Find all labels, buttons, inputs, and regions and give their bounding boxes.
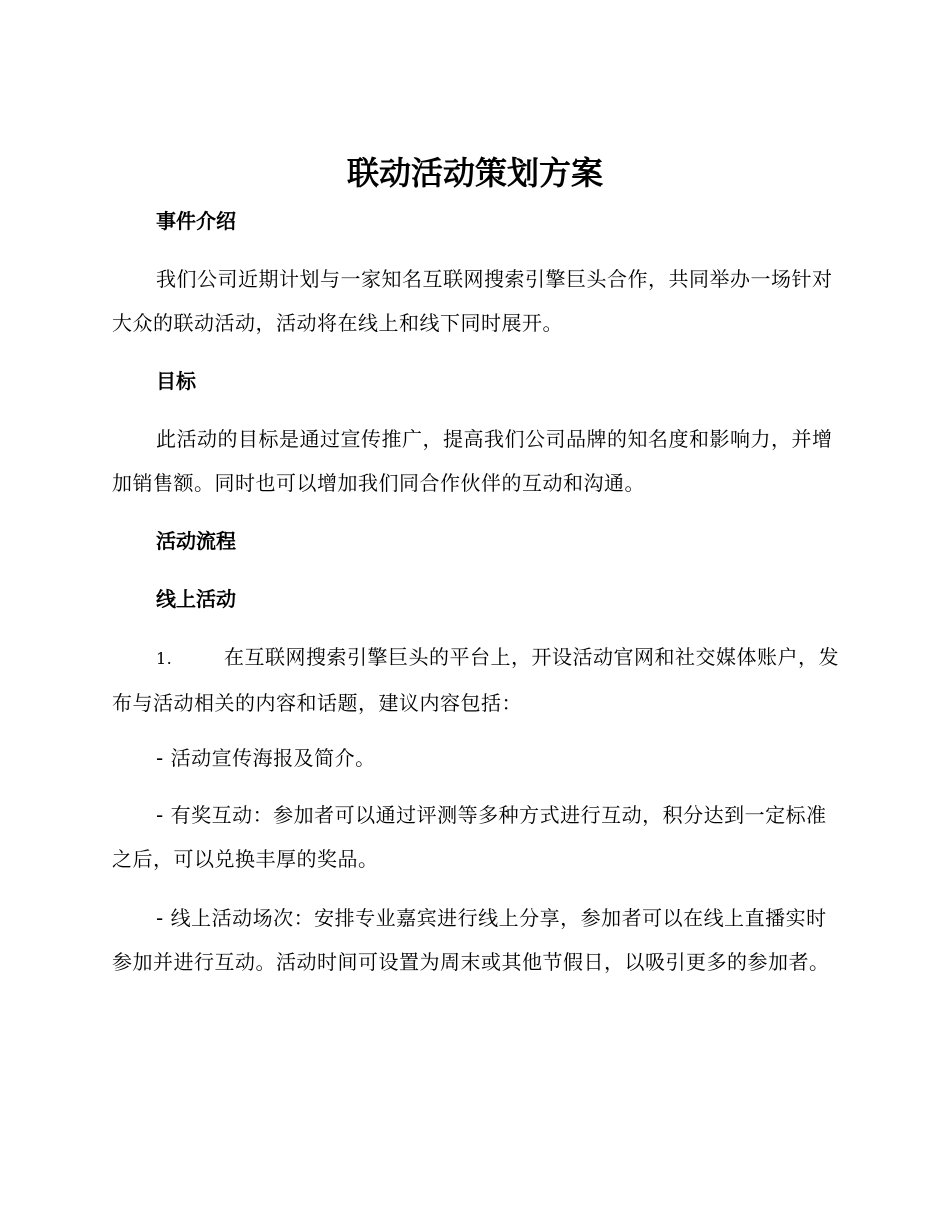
list-item-1 [112, 635, 842, 725]
paragraph-goal: 此活动的目标是通过宣传推广，提高我们公司品牌的知名度和影响力，并增加销售额。同时也可以增加我们同合作伙伴的互动和沟通。 [112, 427, 833, 495]
heading-goal: 目标 [156, 369, 196, 393]
list-number: 1. [156, 649, 173, 668]
heading-event-intro: 事件介绍 [156, 209, 236, 233]
bullet-prize-interaction: - 有奖互动：参加者可以通过评测等多种方式进行互动，积分达到一定标准之后，可以兑换丰厚的奖品。 [112, 803, 827, 871]
bullet-online-sessions: - 线上活动场次：安排专业嘉宾进行线上分享，参加者可以在线上直播实时参加并进行互动。活动时间可设置为周末或其他节假日，以吸引更多的参加者。 [112, 906, 830, 974]
document-title: 联动活动策划方案 [346, 154, 603, 192]
bullet-poster: - 活动宣传海报及简介。 [156, 746, 376, 770]
list-item-text: 在互联网搜索引擎巨头的平台上，开设活动官网和社交媒体账户，发布与活动相关的内容和话题，建议内容包括： [112, 645, 839, 715]
paragraph-event-intro: 我们公司近期计划与一家知名互联网搜索引擎巨头合作，共同举办一场针对大众的联动活动，活动将在线上和线下同时展开。 [112, 267, 833, 335]
heading-online-activity: 线上活动 [156, 587, 236, 611]
heading-activity-flow: 活动流程 [156, 529, 236, 553]
